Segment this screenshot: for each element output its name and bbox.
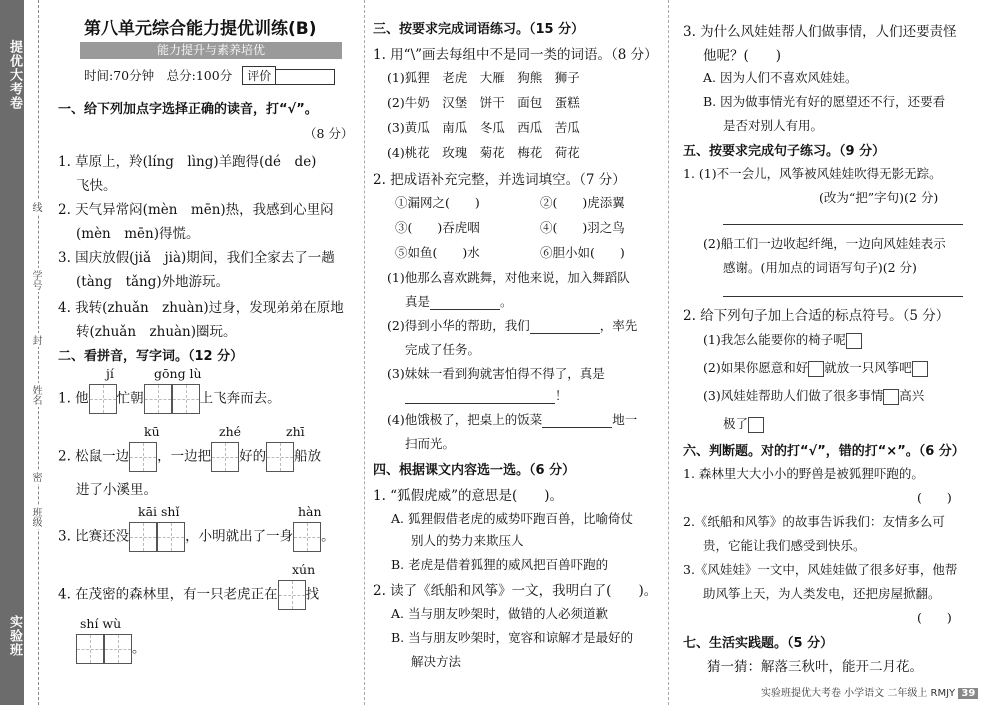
answer-line[interactable]	[723, 296, 963, 297]
s1-q1-line2: 飞快。	[76, 178, 117, 194]
fill-4-line2: 扫而光。	[405, 436, 456, 451]
s4-q2: 2. 读了《纸船和风筝》一文，我明白了( )。	[373, 583, 658, 599]
answer-box[interactable]	[172, 384, 200, 414]
time-score: 时间:70分钟 总分:100分 评价	[84, 66, 335, 85]
punctuation-box[interactable]	[748, 417, 764, 433]
fill-2-line2: 完成了任务。	[405, 342, 481, 357]
s5-punct-3: (3)风娃娃帮助人们做了很多事情 高兴	[703, 388, 925, 403]
c3-q3-option-a: A. 因为人们不喜欢风娃娃。	[703, 70, 858, 85]
fill-blank[interactable]	[542, 412, 612, 428]
s6-q3-line1: 3.《风娃娃》一文中，风娃娃做了很多好事，他帮	[683, 562, 958, 577]
word-group-1: (1)狐狸 老虎 大雁 狗熊 狮子	[387, 70, 580, 85]
s2-q4: 4. 在茂密的森林里，有一只老虎正在 找	[58, 580, 319, 610]
s6-q1-answer[interactable]: ( )	[917, 490, 952, 505]
column-left	[54, 0, 360, 705]
s4-q2-option-b1: B. 当与朋友吵架时，宽容和谅解才是最好的	[391, 630, 634, 645]
s4-q1-option-a2: 别人的势力来欺压人	[411, 533, 524, 548]
idiom-5: ⑤如鱼( )水	[395, 245, 480, 260]
idiom-4: ④( )羽之鸟	[540, 220, 625, 235]
s5-q1-line4: 感谢。(用加点的词语写句子)(2 分)	[723, 260, 917, 275]
page-footer: 实验班提优大考卷 小学语文 二年级上 RMJY 39	[761, 684, 978, 699]
punctuation-box[interactable]	[808, 361, 824, 377]
evaluation-box[interactable]	[275, 69, 335, 85]
s2-q4-line2: 。	[76, 634, 146, 664]
section-6-heading: 六、判断题。对的打“√”，错的打“×”。（6 分）	[683, 444, 965, 459]
word-group-4: (4)桃花 玫瑰 菊花 梅花 荷花	[387, 145, 580, 160]
page-number: 39	[958, 688, 978, 699]
side-band	[0, 0, 24, 705]
idiom-3: ③( )吞虎咽	[395, 220, 480, 235]
s2-q3: 3. 比赛还没 ，小明就出了一身 。	[58, 522, 335, 552]
pinyin-ji: jí	[106, 366, 114, 381]
evaluation-label: 评价	[242, 66, 276, 85]
s5-q2: 2. 给下列句子加上合适的标点符号。（5 分）	[683, 308, 950, 324]
section-1-score: （8 分）	[304, 126, 354, 141]
s4-q1: 1. “狐假虎威”的意思是( )。	[373, 488, 564, 504]
section-3-heading: 三、按要求完成词语练习。（15 分）	[373, 22, 585, 37]
band-title-top: 提优大考卷	[7, 40, 22, 110]
answer-box[interactable]	[104, 634, 132, 664]
s2-q2-line2: 进了小溪里。	[76, 482, 157, 498]
s3-q2: 2. 把成语补充完整，并选词填空。（7 分）	[373, 172, 626, 188]
s6-q2-line1: 2.《纸船和风筝》的故事告诉我们：友情多么可	[683, 514, 945, 529]
s1-q4-line1: 4. 我转(zhuǎn zhuàn)过身，发现弟弟在原地	[58, 300, 344, 316]
c3-q3-line2: 他呢？( )	[703, 48, 782, 64]
s3-q1: 1. 用“\”画去每组中不是同一类的词语。（8 分）	[373, 47, 658, 63]
word-group-3: (3)黄瓜 南瓜 冬瓜 西瓜 苦瓜	[387, 120, 580, 135]
s6-q3-line2: 助风筝上天，为人类发电，还把房屋掀翻。	[703, 586, 941, 601]
page-subtitle: 能力提升与素养培优	[80, 42, 342, 59]
student-number-label: 学号	[30, 270, 41, 290]
s5-punct-1: (1)我怎么能要你的椅子呢	[703, 330, 862, 349]
s5-q1-line1: 1. (1)不一会儿，风筝被风娃娃吹得无影无踪。	[683, 166, 942, 181]
pinyin-zhe: zhé	[219, 424, 242, 439]
s6-q3-answer[interactable]: ( )	[917, 610, 952, 625]
word-group-2: (2)牛奶 汉堡 饼干 面包 蛋糕	[387, 95, 580, 110]
c3-q3-line1: 3. 为什么风娃娃帮人们做事情，人们还要责怪	[683, 24, 957, 40]
idiom-2: ②( )虎添翼	[540, 195, 625, 210]
column-right	[668, 0, 994, 705]
s5-punct-2: (2)如果你愿意和好 就放一只风筝吧	[703, 358, 928, 377]
pinyin-ku: kū	[144, 424, 160, 439]
answer-box[interactable]	[89, 384, 117, 414]
band-title-bottom: 实验班	[7, 615, 22, 657]
answer-box[interactable]	[144, 384, 172, 414]
s1-q4-line2: 转(zhuǎn zhuàn)圈玩。	[76, 324, 237, 340]
answer-box[interactable]	[76, 634, 104, 664]
s4-q1-option-b: B. 老虎是借着狐狸的威风把百兽吓跑的	[391, 557, 609, 572]
pinyin-zhi: zhī	[286, 424, 305, 439]
answer-box[interactable]	[211, 442, 239, 472]
section-1-heading: 一、给下列加点字选择正确的读音，打“√”。	[58, 102, 318, 117]
s1-q2-line1: 2. 天气异常闷(mèn mēn)热，我感到心里闷	[58, 202, 334, 218]
s7-riddle: 猜一猜：解落三秋叶，能开二月花。	[707, 659, 923, 675]
s5-q1-line3: (2)船工们一边收起纤绳，一边向风娃娃表示	[703, 236, 946, 251]
s2-q1: 1. 他 忙朝 上飞奔而去。	[58, 384, 281, 414]
section-5-heading: 五、按要求完成句子练习。（9 分）	[683, 144, 886, 159]
answer-box[interactable]	[157, 522, 185, 552]
s4-q2-option-a: A. 当与朋友吵架时，做错的人必须道歉	[391, 606, 608, 621]
fill-4-line1: (4)他饿极了，把桌上的饭菜 地一	[387, 412, 638, 427]
pinyin-shiwu: shí wù	[80, 616, 122, 631]
fill-3-line1: (3)妹妹一看到狗就害怕得不得了，真是	[387, 366, 605, 381]
answer-line[interactable]	[723, 224, 963, 225]
answer-box[interactable]	[129, 522, 157, 552]
seal-label: 封	[30, 335, 41, 345]
column-middle	[364, 0, 664, 705]
pinyin-xun: xún	[292, 562, 316, 577]
s1-q3-line2: (tàng tǎng)外地游玩。	[76, 274, 230, 290]
c3-q3-option-b1: B. 因为做事情光有好的愿望还不行，还要看	[703, 94, 946, 109]
s5-punct-3b: 极了	[723, 414, 764, 433]
fill-1-line2: 真是 。	[405, 294, 513, 309]
s4-q2-option-b2: 解决方法	[411, 654, 462, 669]
fill-blank[interactable]	[530, 318, 600, 334]
idiom-1: ①漏网之( )	[395, 195, 480, 210]
fill-blank[interactable]	[405, 388, 555, 404]
pinyin-gonglu: gōng lù	[154, 366, 202, 381]
s2-q2: 2. 松鼠一边 ，一边把 好的 船放	[58, 442, 321, 472]
pinyin-kaishi: kāi shǐ	[138, 504, 180, 519]
s4-q1-option-a1: A. 狐狸假借老虎的威势吓跑百兽，比喻倚仗	[391, 511, 633, 526]
s6-q2-line2: 贵，它能让我们感受到快乐。	[703, 538, 866, 553]
fill-3-line2: ！	[405, 386, 568, 404]
student-name-label: 姓名	[30, 385, 41, 405]
answer-box[interactable]	[278, 580, 306, 610]
pinyin-han: hàn	[298, 504, 322, 519]
answer-box[interactable]	[293, 522, 321, 552]
s1-q3-line1: 3. 国庆放假(jiǎ jià)期间，我们全家去了一趟	[58, 250, 335, 266]
punctuation-box[interactable]	[883, 389, 899, 405]
idiom-6: ⑥胆小如( )	[540, 245, 625, 260]
section-7-heading: 七、生活实践题。（5 分）	[683, 636, 834, 651]
fill-1-line1: (1)他那么喜欢跳舞，对他来说，加入舞蹈队	[387, 270, 630, 285]
s5-q1-line2: (改为“把”字句)(2 分)	[819, 190, 939, 205]
fill-blank[interactable]	[430, 294, 500, 310]
page-title: 第八单元综合能力提优训练(B)	[84, 19, 317, 39]
s1-q1-line1: 1. 草原上，羚(líng lìng)羊跑得(dé de)	[58, 154, 317, 170]
seal-dense-label: 密	[30, 472, 41, 482]
punctuation-box[interactable]	[846, 333, 862, 349]
section-4-heading: 四、根据课文内容选一选。（6 分）	[373, 463, 576, 478]
answer-box[interactable]	[129, 442, 157, 472]
seal-line-label: 线	[30, 202, 41, 212]
section-2-heading: 二、看拼音，写字词。（12 分）	[58, 349, 244, 364]
s6-q1: 1. 森林里大大小小的野兽是被狐狸吓跑的。	[683, 466, 924, 481]
punctuation-box[interactable]	[912, 361, 928, 377]
c3-q3-option-b2: 是否对别人有用。	[723, 118, 824, 133]
fill-2-line1: (2)得到小华的帮助，我们 ，率先	[387, 318, 638, 333]
s1-q2-line2: (mèn mēn)得慌。	[76, 226, 200, 242]
binding-strip	[24, 0, 54, 705]
answer-box[interactable]	[266, 442, 294, 472]
class-label: 班级	[30, 507, 41, 527]
